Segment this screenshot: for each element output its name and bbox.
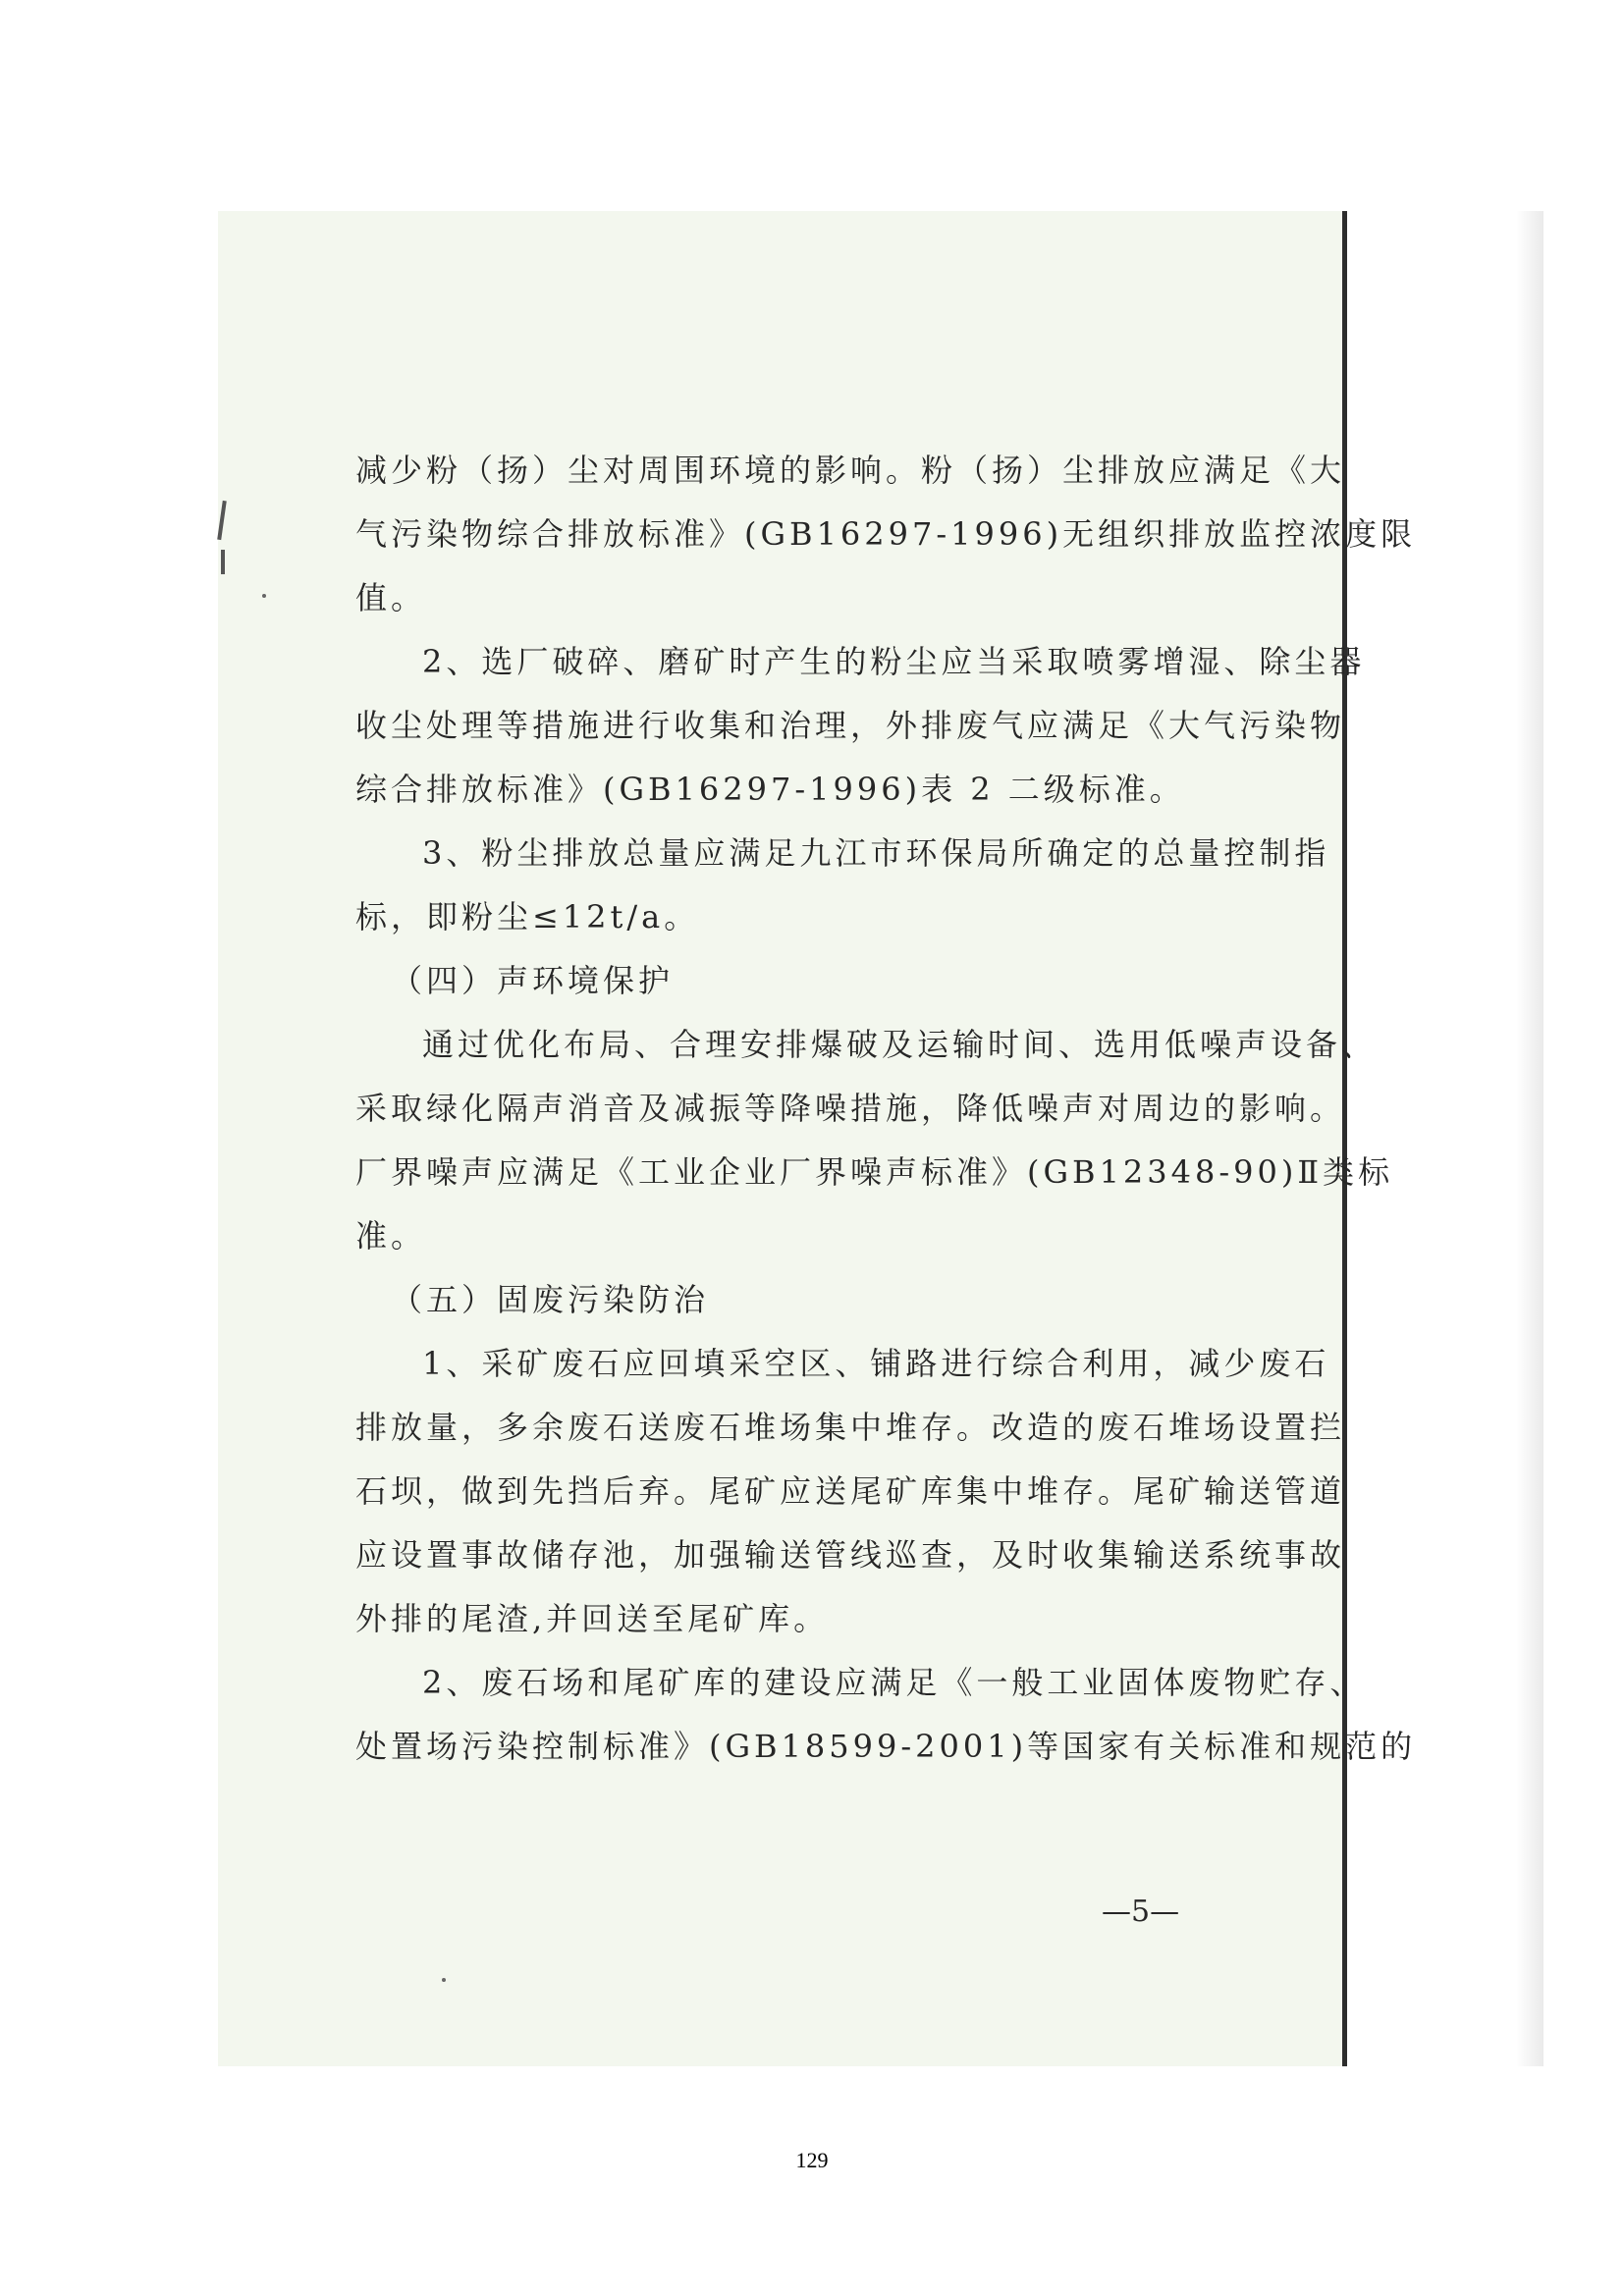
text-line: 采取绿化隔声消音及减振等降噪措施，降低噪声对周边的影响。 xyxy=(355,1090,1346,1127)
text-line: 准。 xyxy=(355,1217,427,1255)
text-line: 厂界噪声应满足《工业企业厂界噪声标准》(GB12348-90)Ⅱ类标 xyxy=(355,1153,1394,1191)
scanned-page xyxy=(218,211,1417,2066)
text-line: 排放量，多余废石送废石堆场集中堆存。改造的废石堆场设置拦 xyxy=(355,1409,1346,1446)
page-edge-shadow xyxy=(1516,211,1543,2066)
scan-speck xyxy=(442,1978,446,1982)
text-line: 减少粉（扬）尘对周围环境的影响。粉（扬）尘排放应满足《大 xyxy=(355,452,1346,489)
margin-mark xyxy=(217,501,227,540)
text-line: 应设置事故储存池，加强输送管线巡查，及时收集输送系统事故 xyxy=(355,1536,1346,1574)
text-line: 综合排放标准》(GB16297-1996)表 2 二级标准。 xyxy=(355,771,1185,808)
page-number: 129 xyxy=(795,2148,829,2172)
margin-mark xyxy=(221,550,225,574)
text-line: 收尘处理等措施进行收集和治理，外排废气应满足《大气污染物 xyxy=(355,707,1346,744)
text-line: 值。 xyxy=(355,579,427,616)
text-line: 通过优化布局、合理安排爆破及运输时间、选用低噪声设备、 xyxy=(422,1026,1378,1063)
text-line: 标，即粉尘≤12t/a。 xyxy=(355,898,700,935)
text-line: 石坝，做到先挡后弃。尾矿应送尾矿库集中堆存。尾矿输送管道 xyxy=(355,1472,1346,1510)
text-line: 1、采矿废石应回填采空区、铺路进行综合利用，减少废石 xyxy=(422,1345,1330,1382)
text-line: 2、选厂破碎、磨矿时产生的粉尘应当采取喷雾增湿、除尘器 xyxy=(422,643,1366,680)
page-folio: —5— xyxy=(1102,1895,1180,1929)
section-heading: （四）声环境保护 xyxy=(391,962,675,999)
document-body xyxy=(355,439,1417,1779)
text-line: 气污染物综合排放标准》(GB16297-1996)无组织排放监控浓度限 xyxy=(355,515,1417,553)
text-line: 外排的尾渣,并回送至尾矿库。 xyxy=(355,1600,830,1637)
section-heading: （五）固废污染防治 xyxy=(391,1281,710,1318)
text-line: 2、废石场和尾矿库的建设应满足《一般工业固体废物贮存、 xyxy=(422,1664,1366,1701)
scan-speck xyxy=(262,594,266,598)
text-line: 3、粉尘排放总量应满足九江市环保局所确定的总量控制指 xyxy=(422,834,1330,872)
text-line: 处置场污染控制标准》(GB18599-2001)等国家有关标准和规范的 xyxy=(355,1728,1417,1765)
